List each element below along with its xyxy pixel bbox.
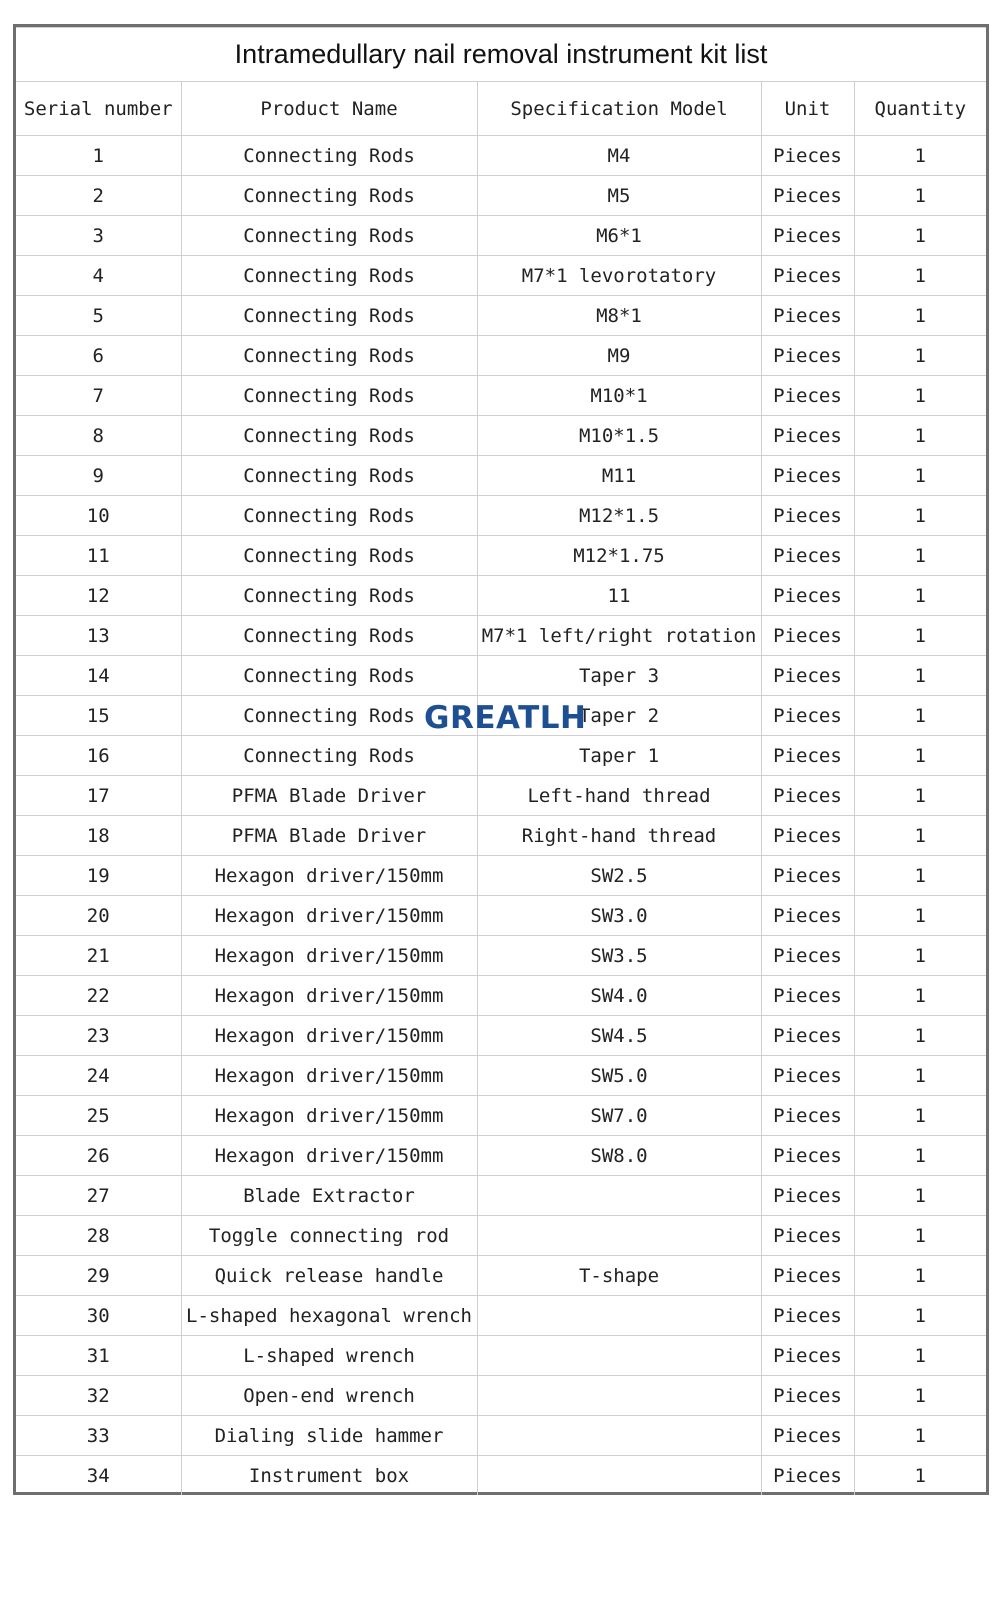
cell-unit: Pieces xyxy=(761,216,854,256)
cell-serial-number: 29 xyxy=(16,1256,181,1296)
cell-serial-number: 2 xyxy=(16,176,181,216)
cell-quantity: 1 xyxy=(854,616,986,656)
table-row xyxy=(16,736,986,776)
cell-specification-model: M12*1.75 xyxy=(477,536,761,576)
cell-unit: Pieces xyxy=(761,936,854,976)
cell-quantity: 1 xyxy=(854,576,986,616)
cell-unit: Pieces xyxy=(761,576,854,616)
cell-product-name: Connecting Rods xyxy=(181,336,477,376)
table-row xyxy=(16,1216,986,1256)
cell-serial-number: 28 xyxy=(16,1216,181,1256)
cell-product-name: Dialing slide hammer xyxy=(181,1416,477,1456)
table-row xyxy=(16,256,986,296)
cell-unit: Pieces xyxy=(761,1456,854,1496)
cell-quantity: 1 xyxy=(854,416,986,456)
cell-product-name: Connecting Rods xyxy=(181,656,477,696)
cell-quantity: 1 xyxy=(854,536,986,576)
cell-unit: Pieces xyxy=(761,856,854,896)
table-row xyxy=(16,1456,986,1496)
cell-unit: Pieces xyxy=(761,176,854,216)
cell-serial-number: 25 xyxy=(16,1096,181,1136)
cell-serial-number: 21 xyxy=(16,936,181,976)
cell-serial-number: 6 xyxy=(16,336,181,376)
cell-unit: Pieces xyxy=(761,496,854,536)
cell-product-name: Blade Extractor xyxy=(181,1176,477,1216)
cell-quantity: 1 xyxy=(854,296,986,336)
cell-quantity: 1 xyxy=(854,1136,986,1176)
cell-unit: Pieces xyxy=(761,296,854,336)
cell-unit: Pieces xyxy=(761,896,854,936)
cell-unit: Pieces xyxy=(761,656,854,696)
cell-specification-model: Left-hand thread xyxy=(477,776,761,816)
cell-serial-number: 32 xyxy=(16,1376,181,1416)
cell-specification-model: M12*1.5 xyxy=(477,496,761,536)
table-row xyxy=(16,496,986,536)
cell-serial-number: 3 xyxy=(16,216,181,256)
cell-specification-model: M10*1 xyxy=(477,376,761,416)
cell-serial-number: 13 xyxy=(16,616,181,656)
cell-specification-model xyxy=(477,1416,761,1456)
table-row xyxy=(16,1336,986,1376)
cell-specification-model: M4 xyxy=(477,136,761,176)
cell-specification-model: M5 xyxy=(477,176,761,216)
cell-product-name: Instrument box xyxy=(181,1456,477,1496)
cell-unit: Pieces xyxy=(761,1176,854,1216)
cell-product-name: Toggle connecting rod xyxy=(181,1216,477,1256)
cell-quantity: 1 xyxy=(854,256,986,296)
table-row xyxy=(16,896,986,936)
table-row xyxy=(16,856,986,896)
cell-specification-model: M6*1 xyxy=(477,216,761,256)
cell-unit: Pieces xyxy=(761,976,854,1016)
cell-product-name: Hexagon driver/150mm xyxy=(181,1136,477,1176)
cell-specification-model: 11 xyxy=(477,576,761,616)
cell-product-name: Connecting Rods xyxy=(181,296,477,336)
kit-list-table xyxy=(16,27,986,1495)
cell-unit: Pieces xyxy=(761,416,854,456)
cell-specification-model: M7*1 left/right rotation xyxy=(477,616,761,656)
table-row xyxy=(16,576,986,616)
table-title: Intramedullary nail removal instrument kit list xyxy=(16,28,986,82)
cell-serial-number: 26 xyxy=(16,1136,181,1176)
cell-product-name: Connecting Rods xyxy=(181,576,477,616)
cell-serial-number: 34 xyxy=(16,1456,181,1496)
cell-product-name: Connecting Rods xyxy=(181,256,477,296)
cell-quantity: 1 xyxy=(854,1056,986,1096)
cell-specification-model: M11 xyxy=(477,456,761,496)
cell-product-name: Hexagon driver/150mm xyxy=(181,1096,477,1136)
cell-quantity: 1 xyxy=(854,496,986,536)
cell-specification-model: SW4.5 xyxy=(477,1016,761,1056)
cell-unit: Pieces xyxy=(761,1336,854,1376)
cell-quantity: 1 xyxy=(854,656,986,696)
cell-specification-model: SW8.0 xyxy=(477,1136,761,1176)
cell-specification-model: SW5.0 xyxy=(477,1056,761,1096)
cell-serial-number: 17 xyxy=(16,776,181,816)
table-row xyxy=(16,616,986,656)
cell-product-name: Hexagon driver/150mm xyxy=(181,1056,477,1096)
column-header-specification-model: Specification Model xyxy=(477,82,761,136)
cell-quantity: 1 xyxy=(854,936,986,976)
cell-unit: Pieces xyxy=(761,536,854,576)
title-row xyxy=(16,28,986,82)
cell-serial-number: 12 xyxy=(16,576,181,616)
table-row xyxy=(16,776,986,816)
cell-quantity: 1 xyxy=(854,456,986,496)
table-row xyxy=(16,456,986,496)
table-row xyxy=(16,816,986,856)
table-row xyxy=(16,1136,986,1176)
cell-serial-number: 14 xyxy=(16,656,181,696)
table-row xyxy=(16,416,986,456)
cell-product-name: Connecting Rods xyxy=(181,136,477,176)
cell-product-name: Open-end wrench xyxy=(181,1376,477,1416)
cell-quantity: 1 xyxy=(854,1016,986,1056)
cell-specification-model: SW7.0 xyxy=(477,1096,761,1136)
cell-serial-number: 11 xyxy=(16,536,181,576)
cell-unit: Pieces xyxy=(761,456,854,496)
cell-quantity: 1 xyxy=(854,1256,986,1296)
cell-unit: Pieces xyxy=(761,136,854,176)
cell-product-name: Hexagon driver/150mm xyxy=(181,896,477,936)
cell-product-name: Hexagon driver/150mm xyxy=(181,856,477,896)
table-row xyxy=(16,216,986,256)
cell-unit: Pieces xyxy=(761,776,854,816)
table-row xyxy=(16,656,986,696)
cell-quantity: 1 xyxy=(854,696,986,736)
cell-unit: Pieces xyxy=(761,1136,854,1176)
cell-product-name: Connecting Rods xyxy=(181,176,477,216)
header-row xyxy=(16,82,986,136)
cell-product-name: L-shaped wrench xyxy=(181,1336,477,1376)
cell-quantity: 1 xyxy=(854,1416,986,1456)
cell-specification-model: SW3.0 xyxy=(477,896,761,936)
cell-product-name: Connecting Rods xyxy=(181,376,477,416)
column-header-serial-number: Serial number xyxy=(16,82,181,136)
cell-specification-model xyxy=(477,1336,761,1376)
cell-product-name: Hexagon driver/150mm xyxy=(181,936,477,976)
cell-specification-model: M8*1 xyxy=(477,296,761,336)
cell-quantity: 1 xyxy=(854,376,986,416)
cell-quantity: 1 xyxy=(854,1096,986,1136)
table-row xyxy=(16,936,986,976)
cell-quantity: 1 xyxy=(854,736,986,776)
table-row xyxy=(16,1176,986,1216)
cell-specification-model: Taper 3 xyxy=(477,656,761,696)
cell-product-name: Hexagon driver/150mm xyxy=(181,976,477,1016)
cell-specification-model xyxy=(477,1176,761,1216)
table-row xyxy=(16,1056,986,1096)
cell-serial-number: 8 xyxy=(16,416,181,456)
cell-unit: Pieces xyxy=(761,1096,854,1136)
cell-serial-number: 23 xyxy=(16,1016,181,1056)
table-row xyxy=(16,1416,986,1456)
cell-product-name: Connecting Rods xyxy=(181,616,477,656)
cell-serial-number: 22 xyxy=(16,976,181,1016)
table-row xyxy=(16,1376,986,1416)
cell-specification-model: M7*1 levorotatory xyxy=(477,256,761,296)
cell-specification-model: Taper 2 xyxy=(477,696,761,736)
table-row xyxy=(16,1296,986,1336)
cell-serial-number: 19 xyxy=(16,856,181,896)
cell-specification-model: SW4.0 xyxy=(477,976,761,1016)
cell-unit: Pieces xyxy=(761,616,854,656)
cell-product-name: L-shaped hexagonal wrench xyxy=(181,1296,477,1336)
cell-quantity: 1 xyxy=(854,1376,986,1416)
cell-quantity: 1 xyxy=(854,856,986,896)
table-row xyxy=(16,536,986,576)
cell-serial-number: 10 xyxy=(16,496,181,536)
cell-unit: Pieces xyxy=(761,1016,854,1056)
cell-serial-number: 33 xyxy=(16,1416,181,1456)
cell-specification-model: Taper 1 xyxy=(477,736,761,776)
cell-specification-model: T-shape xyxy=(477,1256,761,1296)
cell-quantity: 1 xyxy=(854,1296,986,1336)
cell-serial-number: 30 xyxy=(16,1296,181,1336)
cell-quantity: 1 xyxy=(854,216,986,256)
cell-product-name: Hexagon driver/150mm xyxy=(181,1016,477,1056)
table-row xyxy=(16,136,986,176)
cell-serial-number: 18 xyxy=(16,816,181,856)
cell-serial-number: 15 xyxy=(16,696,181,736)
cell-product-name: Connecting Rods xyxy=(181,216,477,256)
cell-quantity: 1 xyxy=(854,176,986,216)
cell-specification-model: SW2.5 xyxy=(477,856,761,896)
cell-quantity: 1 xyxy=(854,1176,986,1216)
cell-product-name: Connecting Rods xyxy=(181,696,477,736)
cell-specification-model xyxy=(477,1456,761,1496)
cell-unit: Pieces xyxy=(761,1216,854,1256)
cell-specification-model: M9 xyxy=(477,336,761,376)
cell-serial-number: 31 xyxy=(16,1336,181,1376)
cell-product-name: Quick release handle xyxy=(181,1256,477,1296)
cell-unit: Pieces xyxy=(761,1416,854,1456)
cell-quantity: 1 xyxy=(854,976,986,1016)
cell-product-name: PFMA Blade Driver xyxy=(181,776,477,816)
greatlh-watermark-logo: GREATLH xyxy=(424,700,587,736)
table-row xyxy=(16,1256,986,1296)
cell-specification-model xyxy=(477,1376,761,1416)
cell-unit: Pieces xyxy=(761,1296,854,1336)
column-header-quantity: Quantity xyxy=(854,82,986,136)
table-row xyxy=(16,1096,986,1136)
cell-specification-model xyxy=(477,1296,761,1336)
column-header-product-name: Product Name xyxy=(181,82,477,136)
cell-unit: Pieces xyxy=(761,256,854,296)
cell-serial-number: 7 xyxy=(16,376,181,416)
cell-unit: Pieces xyxy=(761,1056,854,1096)
cell-quantity: 1 xyxy=(854,776,986,816)
table-row xyxy=(16,1016,986,1056)
cell-specification-model: Right-hand thread xyxy=(477,816,761,856)
cell-quantity: 1 xyxy=(854,336,986,376)
cell-specification-model xyxy=(477,1216,761,1256)
table-row xyxy=(16,296,986,336)
table-row xyxy=(16,376,986,416)
cell-quantity: 1 xyxy=(854,816,986,856)
cell-unit: Pieces xyxy=(761,1256,854,1296)
column-header-unit: Unit xyxy=(761,82,854,136)
cell-quantity: 1 xyxy=(854,1216,986,1256)
table-row xyxy=(16,976,986,1016)
cell-serial-number: 24 xyxy=(16,1056,181,1096)
cell-unit: Pieces xyxy=(761,376,854,416)
cell-quantity: 1 xyxy=(854,896,986,936)
cell-serial-number: 1 xyxy=(16,136,181,176)
cell-product-name: PFMA Blade Driver xyxy=(181,816,477,856)
cell-quantity: 1 xyxy=(854,1456,986,1496)
cell-specification-model: M10*1.5 xyxy=(477,416,761,456)
cell-serial-number: 16 xyxy=(16,736,181,776)
cell-serial-number: 9 xyxy=(16,456,181,496)
cell-unit: Pieces xyxy=(761,336,854,376)
cell-unit: Pieces xyxy=(761,696,854,736)
cell-product-name: Connecting Rods xyxy=(181,536,477,576)
cell-product-name: Connecting Rods xyxy=(181,496,477,536)
cell-serial-number: 5 xyxy=(16,296,181,336)
cell-product-name: Connecting Rods xyxy=(181,416,477,456)
cell-product-name: Connecting Rods xyxy=(181,736,477,776)
cell-specification-model: SW3.5 xyxy=(477,936,761,976)
cell-product-name: Connecting Rods xyxy=(181,456,477,496)
cell-quantity: 1 xyxy=(854,1336,986,1376)
table-row xyxy=(16,176,986,216)
cell-serial-number: 20 xyxy=(16,896,181,936)
cell-serial-number: 4 xyxy=(16,256,181,296)
cell-unit: Pieces xyxy=(761,736,854,776)
cell-quantity: 1 xyxy=(854,136,986,176)
table-row xyxy=(16,336,986,376)
cell-serial-number: 27 xyxy=(16,1176,181,1216)
cell-unit: Pieces xyxy=(761,816,854,856)
cell-unit: Pieces xyxy=(761,1376,854,1416)
